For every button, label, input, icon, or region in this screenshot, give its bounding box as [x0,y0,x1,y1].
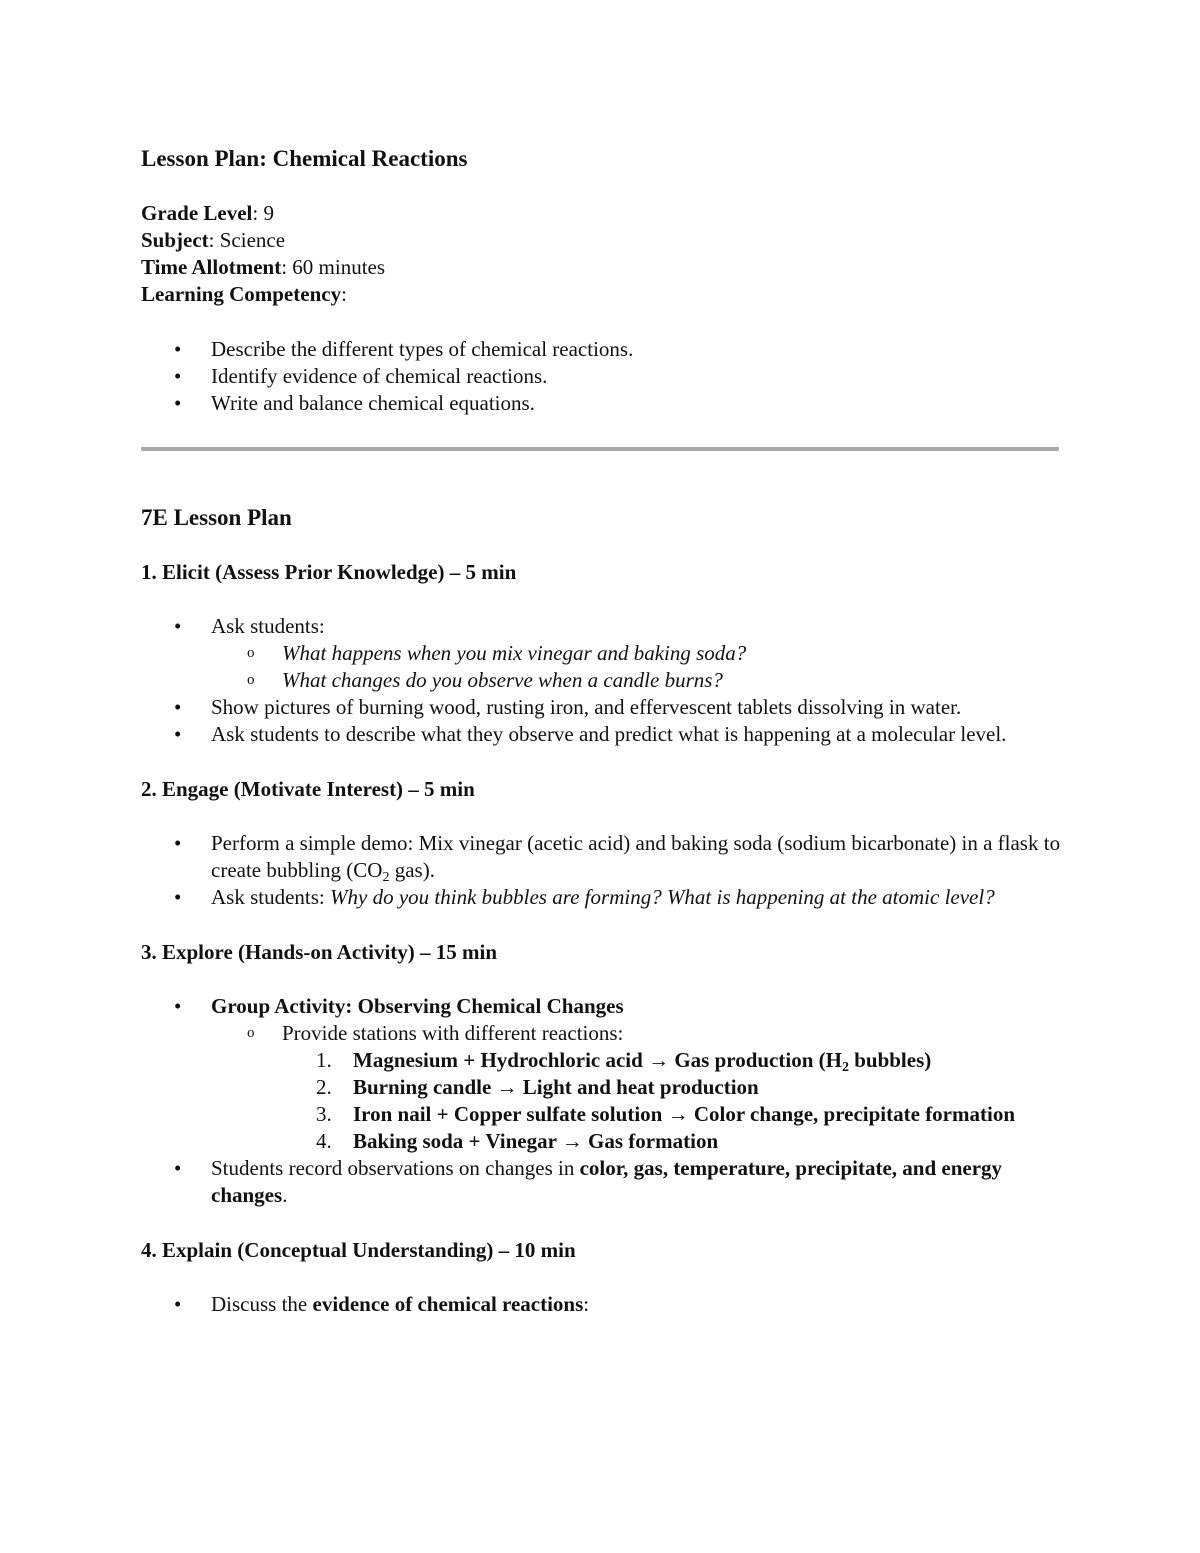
list-item: • Perform a simple demo: Mix vinegar (acetic acid) and baking soda (sodium bicarbonate) in a flask to create bubbling ($CO_2$ gas). [141,830,1061,884]
list-item: 4. Baking soda + Vinegar → Gas formation [316,1129,719,1153]
reactions-list [282,1047,1061,1155]
list-item: • Discuss the evidence of chemical reactions: [141,1291,1061,1318]
list-item: 2. Burning candle → Light and heat production [316,1075,759,1099]
competency-list [141,336,1061,417]
elicit-heading: 1. Elicit (Assess Prior Knowledge) – 5 min [141,560,517,584]
section-title: 7E Lesson Plan [141,505,292,530]
list-item: 1. Magnesium + Hydrochloric acid → Gas production ($H_2$ bubbles) [316,1048,932,1075]
explore-list [141,993,1061,1209]
explain-heading: 4. Explain (Conceptual Understanding) – 10 min [141,1238,576,1262]
horizontal-rule [141,447,1059,451]
explain-list [141,1291,1061,1318]
explore-heading: 3. Explore (Hands-on Activity) – 15 min [141,940,498,964]
list-item: • Identify evidence of chemical reactions. [141,363,1061,390]
subject: Subject: Science [141,228,286,252]
engage-list [141,830,1061,911]
list-item: o What happens when you mix vinegar and baking soda? [211,640,1061,667]
document-content [141,144,1061,1318]
page-title: Lesson Plan: Chemical Reactions [141,146,468,171]
grade-level: Grade Level: 9 [141,201,274,225]
elicit-questions [211,640,1061,694]
list-item: • Show pictures of burning wood, rusting iron, and effervescent tablets dissolving in water. [141,694,1061,721]
time-allotment: Time Allotment: 60 minutes [141,255,386,279]
engage-heading: 2. Engage (Motivate Interest) – 5 min [141,777,475,801]
list-item: • Ask students: Why do you think bubbles are forming? What is happening at the atomic level? [141,884,1061,911]
list-item: • Students record observations on changes in color, gas, temperature, precipitate, and energy changes. [141,1155,1061,1209]
list-item: • Group Activity: Observing Chemical Changes o Provide stations with different reactions: 1. Magnesium + Hydrochloric acid → Gas production ($H_2$ bubbles) 2. Burning candle → Light and heat production 3. Iron nail + Copper sulfate solution → Color change, precipitate formation 4. Baking soda + Vinegar → Gas formation [141,993,1061,1155]
lesson-meta [141,200,1061,308]
elicit-list [141,613,1061,748]
learning-competency: Learning Competency: [141,282,347,306]
list-item: o What changes do you observe when a candle burns? [211,667,1061,694]
list-item: • Write and balance chemical equations. [141,390,1061,417]
list-item: • Describe the different types of chemical reactions. [141,336,1061,363]
list-item: 3. Iron nail + Copper sulfate solution → Color change, precipitate formation [316,1102,1016,1126]
stations-list [211,1020,1061,1155]
list-item: • Ask students to describe what they observe and predict what is happening at a molecular level. [141,721,1061,748]
list-item: • Ask students: o What happens when you mix vinegar and baking soda? o What changes do you observe when a candle burns? [141,613,1061,694]
list-item: o Provide stations with different reactions: 1. Magnesium + Hydrochloric acid → Gas production ($H_2$ bubbles) 2. Burning candle → Light and heat production 3. Iron nail + Copper sulfate solution → Color change, precipitate formation 4. Baking soda + Vinegar → Gas formation [211,1020,1061,1155]
